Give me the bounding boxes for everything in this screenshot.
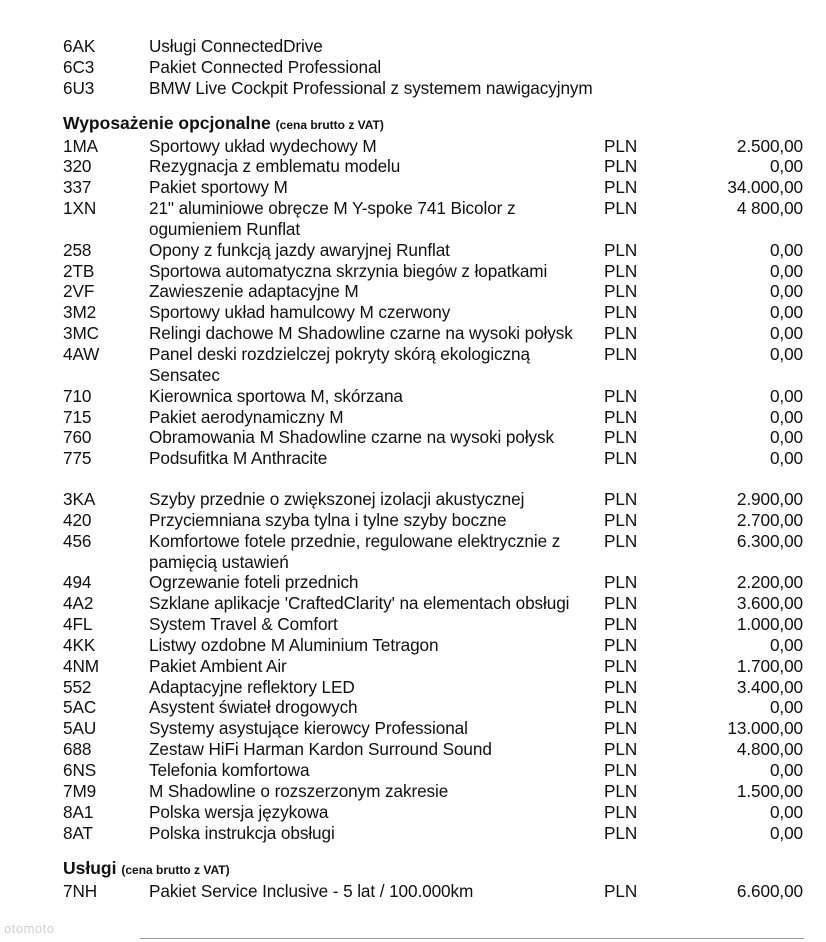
item-code: 494 [63,572,92,593]
item-currency: PLN [604,302,638,323]
option-row [63,635,803,656]
item-price: 0,00 [769,406,803,427]
item-currency: PLN [604,655,638,676]
item-description: Szklane aplikacje 'CraftedClarity' na elementach obsługi [149,593,570,614]
item-currency: PLN [604,572,638,593]
item-price: 0,00 [769,427,803,448]
item-currency: PLN [604,406,638,427]
option-row [63,427,803,448]
item-description: Sportowa automatyczna skrzynia biegów z łopatkami [149,260,548,281]
item-price: 0,00 [769,260,803,281]
item-price: 2.200,00 [736,572,803,593]
item-code: 6C3 [63,56,95,77]
bottom-rule [140,938,804,939]
item-price: 0,00 [769,281,803,302]
item-description: Pakiet sportowy M [149,177,288,198]
item-currency: PLN [604,718,638,739]
item-currency: PLN [604,634,638,655]
option-row [63,593,803,614]
services-heading [63,857,803,881]
item-description: Systemy asystujące kierowcy Professional [149,718,468,739]
option-row [63,614,803,635]
option-row [63,323,803,344]
item-description: Zawieszenie adaptacyjne M [149,281,359,302]
item-price: 6.600,00 [736,881,803,902]
option-row [63,802,803,823]
item-code: 8A1 [63,801,94,822]
item-description: Adaptacyjne reflektory LED [149,676,355,697]
watermark: otomoto [4,921,55,936]
optional-items-group-2 [63,489,803,843]
option-row [63,510,803,531]
item-currency: PLN [604,676,638,697]
item-code: 1MA [63,135,99,156]
item-price: 3.400,00 [736,676,803,697]
item-currency: PLN [604,739,638,760]
item-currency: PLN [604,530,638,551]
item-description: Usługi ConnectedDrive [149,36,323,56]
item-description: Zestaw HiFi Harman Kardon Surround Sound [149,739,492,760]
option-row [63,448,803,469]
heading-subtitle: (cena brutto z VAT) [121,863,230,878]
item-currency: PLN [604,177,638,198]
item-description: Relingi dachowe M Shadowline czarne na wysoki połysk [149,323,573,344]
item-code: 1XN [63,198,97,219]
item-currency: PLN [604,198,638,219]
item-price: 4.800,00 [736,739,803,760]
item-description: M Shadowline o rozszerzonym zakresie [149,780,449,801]
option-row [63,718,803,739]
item-code: 760 [63,427,92,448]
item-description: Pakiet aerodynamiczny M [149,406,344,427]
item-code: 4A2 [63,593,94,614]
item-code: 2TB [63,260,95,281]
standard-item-row [63,57,803,78]
option-row [63,677,803,698]
standard-item-row [63,36,803,57]
item-description: BMW Live Cockpit Professional z systemem nawigacyjnym [149,77,593,98]
item-currency: PLN [604,343,638,364]
item-currency: PLN [604,881,638,902]
item-code: 337 [63,177,92,198]
item-description: Komfortowe fotele przednie, regulowane elektrycznie z pamięcią ustawień [149,530,561,572]
item-code: 5AC [63,697,97,718]
item-code: 456 [63,530,92,551]
heading-subtitle: (cena brutto z VAT) [275,117,384,132]
price-list-document [63,36,803,902]
item-currency: PLN [604,323,638,344]
item-price: 0,00 [769,760,803,780]
item-code: 258 [63,239,92,260]
item-code: 420 [63,509,92,530]
item-price: 3.600,00 [736,593,803,614]
item-price: 2.900,00 [736,489,803,510]
option-row [63,198,803,240]
item-description: Pakiet Service Inclusive - 5 lat / 100.000km [149,881,474,902]
option-row [63,302,803,323]
item-description: Szyby przednie o zwiększonej izolacji akustycznej [149,489,525,510]
item-price: 0,00 [769,697,803,718]
item-price: 1.500,00 [736,780,803,801]
item-code: 7M9 [63,780,97,801]
item-currency: PLN [604,156,638,177]
option-row [63,697,803,718]
item-description: Rezygnacja z emblematu modelu [149,156,401,177]
option-row [63,656,803,677]
item-currency: PLN [604,801,638,822]
item-code: 8AT [63,822,93,843]
item-price: 2.500,00 [736,135,803,156]
item-code: 6AK [63,36,96,56]
optional-equipment-heading [63,112,803,136]
item-code: 3M2 [63,302,97,323]
item-code: 775 [63,448,92,469]
option-row [63,136,803,157]
item-code: 4FL [63,614,93,635]
heading-title: Wyposażenie opcjonalne [63,112,271,133]
item-code: 6U3 [63,77,95,98]
item-description: Pakiet Connected Professional [149,56,382,77]
item-price: 13.000,00 [727,718,803,739]
item-currency: PLN [604,135,638,156]
item-description: Kierownica sportowa M, skórzana [149,385,403,406]
item-description: Obramowania M Shadowline czarne na wysoki połysk [149,427,555,448]
item-currency: PLN [604,260,638,281]
item-price: 1.700,00 [736,655,803,676]
item-price: 0,00 [769,801,803,822]
item-currency: PLN [604,760,638,780]
item-description: Ogrzewanie foteli przednich [149,572,359,593]
option-row [63,489,803,510]
item-code: 552 [63,676,92,697]
group-spacer [63,469,803,489]
option-row [63,781,803,802]
item-code: 320 [63,156,92,177]
item-currency: PLN [604,697,638,718]
option-row [63,281,803,302]
item-description: Telefonia komfortowa [149,760,310,780]
item-description: Panel deski rozdzielczej pokryty skórą ekologiczną Sensatec [149,343,530,385]
item-description: Sportowy układ hamulcowy M czerwony [149,302,451,323]
item-code: 4AW [63,343,100,364]
item-price: 0,00 [769,156,803,177]
option-row [63,760,803,781]
item-price: 0,00 [769,448,803,469]
option-row [63,261,803,282]
item-price: 1.000,00 [736,614,803,635]
item-currency: PLN [604,427,638,448]
services-items [63,881,803,902]
option-row [63,881,803,902]
item-code: 715 [63,406,92,427]
standard-items-list [63,36,803,99]
item-price: 0,00 [769,634,803,655]
item-price: 0,00 [769,343,803,364]
option-row [63,407,803,428]
item-price: 6.300,00 [736,530,803,551]
item-code: 4KK [63,634,96,655]
item-code: 4NM [63,655,99,676]
item-currency: PLN [604,489,638,510]
item-currency: PLN [604,239,638,260]
item-description: Listwy ozdobne M Aluminium Tetragon [149,634,439,655]
item-price: 0,00 [769,239,803,260]
item-code: 2VF [63,281,95,302]
standard-item-row [63,78,803,99]
item-price: 0,00 [769,822,803,843]
item-description: Polska wersja językowa [149,801,329,822]
option-row [63,240,803,261]
item-currency: PLN [604,593,638,614]
option-row [63,386,803,407]
item-currency: PLN [604,385,638,406]
item-code: 688 [63,739,92,760]
item-currency: PLN [604,780,638,801]
item-description: Przyciemniana szyba tylna i tylne szyby boczne [149,509,507,530]
item-description: Pakiet Ambient Air [149,655,287,676]
item-price: 0,00 [769,323,803,344]
option-row [63,156,803,177]
item-description: 21" aluminiowe obręcze M Y-spoke 741 Bicolor z ogumieniem Runflat [149,198,516,239]
item-currency: PLN [604,448,638,469]
option-row [63,177,803,198]
item-price: 2.700,00 [736,509,803,530]
item-price: 0,00 [769,302,803,323]
item-currency: PLN [604,509,638,530]
item-description: System Travel & Comfort [149,614,338,635]
optional-items-group-1 [63,136,803,470]
item-description: Asystent świateł drogowych [149,697,358,718]
option-row [63,531,803,573]
heading-title: Usługi [63,858,117,879]
item-description: Polska instrukcja obsługi [149,822,335,843]
item-price: 4 800,00 [736,198,803,219]
item-price: 34.000,00 [727,177,803,198]
item-currency: PLN [604,281,638,302]
item-code: 3KA [63,489,96,510]
option-row [63,344,803,386]
item-description: Podsufitka M Anthracite [149,448,328,469]
item-description: Opony z funkcją jazdy awaryjnej Runflat [149,239,450,260]
item-currency: PLN [604,822,638,843]
option-row [63,739,803,760]
item-code: 6NS [63,760,97,780]
item-code: 5AU [63,718,97,739]
item-currency: PLN [604,614,638,635]
option-row [63,572,803,593]
item-code: 3MC [63,323,99,344]
item-code: 7NH [63,881,98,902]
item-code: 710 [63,385,92,406]
item-price: 0,00 [769,385,803,406]
option-row [63,823,803,844]
item-description: Sportowy układ wydechowy M [149,135,377,156]
